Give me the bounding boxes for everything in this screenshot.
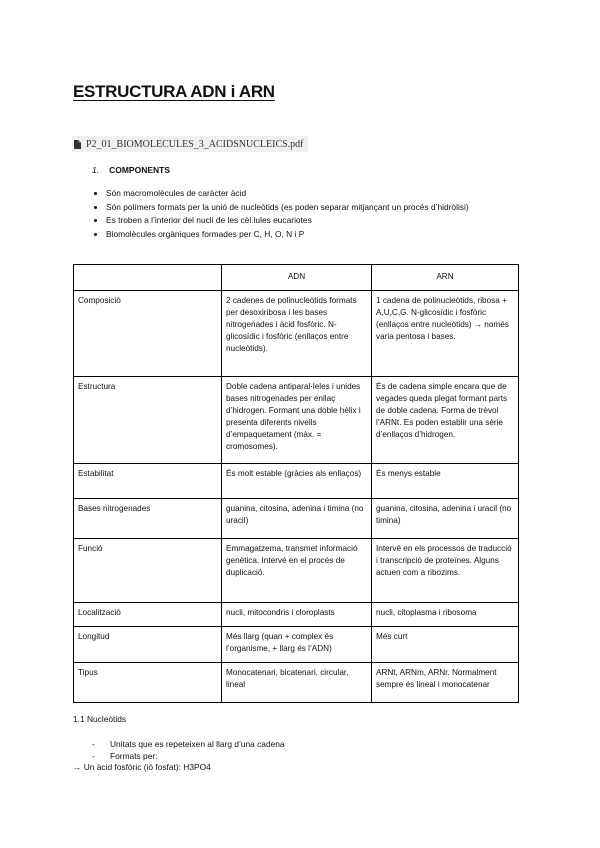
- table-row: [74, 663, 519, 703]
- row-label: Tipus: [74, 663, 222, 703]
- cell-arn: guanina, citosina, adenina i uracil (no timina): [372, 499, 519, 539]
- subsection-heading: 1.1 Nucleòtids: [73, 714, 127, 724]
- arrow-item: → Un àcid fosfòric (ió fosfat): H3PO4: [73, 762, 211, 772]
- table-row: [74, 499, 519, 539]
- header-cell-arn: ARN: [372, 265, 519, 291]
- cell-adn: Monocatenari, bicatenari, circular, lineal: [222, 663, 372, 703]
- list-item: • Es troben a l’interior del nucli de les cèl.lules eucariotes: [106, 214, 469, 228]
- list-item: - Unitats que es repeteixen al llarg d’una cadena: [92, 738, 285, 750]
- list-item: • Són macromolècules de caràcter àcid: [106, 187, 469, 201]
- cell-arn: Intervé en els processos de traducció i transcripció de proteïnes. Alguns actuen com a ribozims.: [372, 539, 519, 603]
- cell-arn: ARNt, ARNm, ARNr. Normalment sempre és lineal i monocatenar: [372, 663, 519, 703]
- table-row: [74, 539, 519, 603]
- comparison-table: [73, 264, 519, 703]
- row-label: Estructura: [74, 377, 222, 464]
- cell-adn: nucli, mitocondris i cloroplasts: [222, 603, 372, 627]
- cell-adn: Emmagatzema, transmet informació genètica. Intervé en el procés de duplicació.: [222, 539, 372, 603]
- table-row: [74, 377, 519, 464]
- table-row: [74, 464, 519, 499]
- section-heading: [92, 165, 170, 175]
- header-cell-empty: [74, 265, 222, 291]
- dash-list: [92, 738, 285, 762]
- list-item: • Són polímers formats per la unió de nucleòtids (es poden separar mitjançant un procés d’hidròlisi): [106, 201, 469, 215]
- cell-adn: 2 cadenes de polinucleòtids formats per desoxiribosa i les bases nitrogenades i àcid fosfòric. N-glicosídic i fosfòric (enllaços entre nucleòtids).: [222, 291, 372, 377]
- row-label: Longitud: [74, 627, 222, 663]
- row-label: Bases nitrogenades: [74, 499, 222, 539]
- file-icon: [74, 140, 81, 149]
- header-cell-adn: ADN: [222, 265, 372, 291]
- cell-arn: És menys estable: [372, 464, 519, 499]
- row-label: Localització: [74, 603, 222, 627]
- section-number: 1.: [92, 165, 100, 175]
- cell-adn: Doble cadena antiparal·leles i unides bases nitrogenades per enllaç d’hidrogen. Formant una doble hèlix i presenta diferents nivells d’empaquetament (màx. = cromosomes).: [222, 377, 372, 464]
- table-row: [74, 627, 519, 663]
- row-label: Funció: [74, 539, 222, 603]
- cell-arn: Més curt: [372, 627, 519, 663]
- bullet-list: [92, 187, 469, 241]
- list-item: - Formats per:: [92, 750, 285, 762]
- row-label: Estabilitat: [74, 464, 222, 499]
- table-row: [74, 291, 519, 377]
- page-title: ESTRUCTURA ADN i ARN: [73, 82, 275, 101]
- cell-adn: Més llarg (quan + complex és l’organisme, + llarg és l’ADN): [222, 627, 372, 663]
- cell-adn: guanina, citosina, adenina i timina (no uracil): [222, 499, 372, 539]
- list-item: • Biomolècules orgàniques formades per C, H, O, N i P: [106, 228, 469, 242]
- table-row: [74, 603, 519, 627]
- cell-arn: 1 cadena de polinucleòtids, ribosa + A,U,C,G. N-glicosídic i fosfòric (enllaços entre nucleòtids) → només varia pentosa i bases.: [372, 291, 519, 377]
- cell-adn: És molt estable (gràcies als enllaços): [222, 464, 372, 499]
- attachment-filename: P2_01_BIOMOLECULES_3_ACIDSNUCLEICS.pdf: [86, 138, 304, 150]
- attachment-link[interactable]: [72, 136, 308, 152]
- table-header-row: [74, 265, 519, 291]
- section-title: COMPONENTS: [109, 165, 171, 175]
- row-label: Composició: [74, 291, 222, 377]
- cell-arn: És de cadena simple encara que de vegades queda plegat formant parts de doble cadena. Forma de trèvol l’ARNt. Es poden establir una sèrie d’enllaços d’hidrogen.: [372, 377, 519, 464]
- cell-arn: nucli, citoplasma i ribosoma: [372, 603, 519, 627]
